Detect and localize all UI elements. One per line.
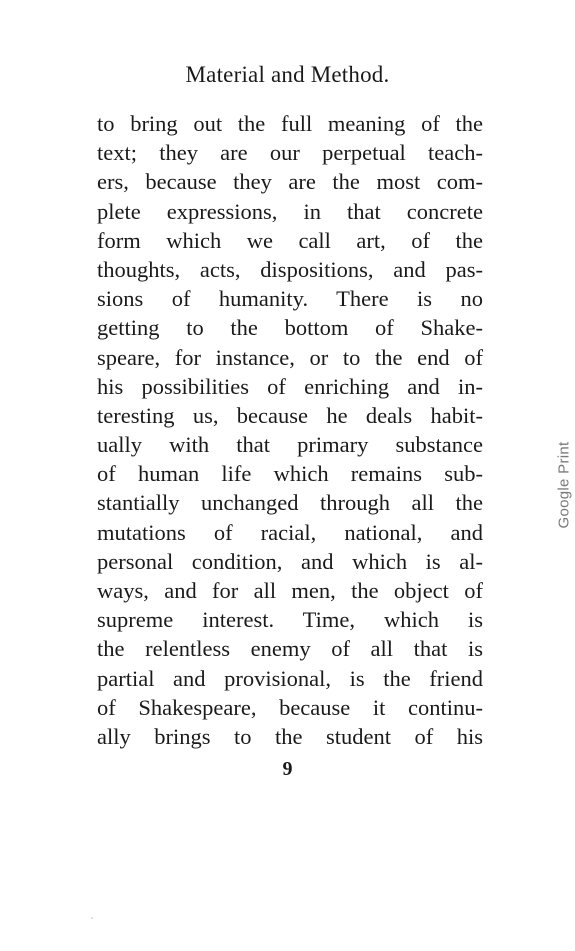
text-line: partial and provisional, is the friend [97,665,483,691]
text-line: ually with that primary substance [97,432,483,458]
text-line: of Shakespeare, because it continu- [97,694,483,720]
text-line: mutations of racial, national, and [97,519,483,545]
text-line: speare, for instance, or to the end of [97,344,483,370]
text-line: getting to the bottom of Shake- [97,315,483,341]
text-line: teresting us, because he deals habit- [97,402,483,428]
text-line: plete expressions, in that concrete [97,198,483,224]
text-line: of human life which remains sub- [97,461,483,487]
body-text [97,109,483,751]
text-line: to bring out the full meaning of the [97,111,483,136]
page-number: 9 [282,758,293,780]
watermark-text: Google Print [555,441,573,529]
text-line: ways, and for all men, the object of [97,578,483,603]
text-line: supreme interest. Time, which is [97,607,483,633]
text-line: ers, because they are the most com- [97,169,483,195]
paper-speck [91,917,93,919]
google-print-watermark [553,420,575,550]
text-line: personal condition, and which is al- [97,548,483,574]
text-line: sions of humanity. There is no [97,286,483,312]
text-line: form which we call art, of the [97,227,483,253]
text-line: stantially unchanged through all the [97,490,483,516]
text-line: the relentless enemy of all that is [97,636,483,662]
running-head: Material and Method. [185,62,390,87]
text-line: text; they are our perpetual teach- [97,140,483,166]
text-line: his possibilities of enriching and in- [97,373,483,399]
text-line: thoughts, acts, dispositions, and pas- [97,256,483,282]
text-line: ally brings to the student of his [97,723,483,749]
